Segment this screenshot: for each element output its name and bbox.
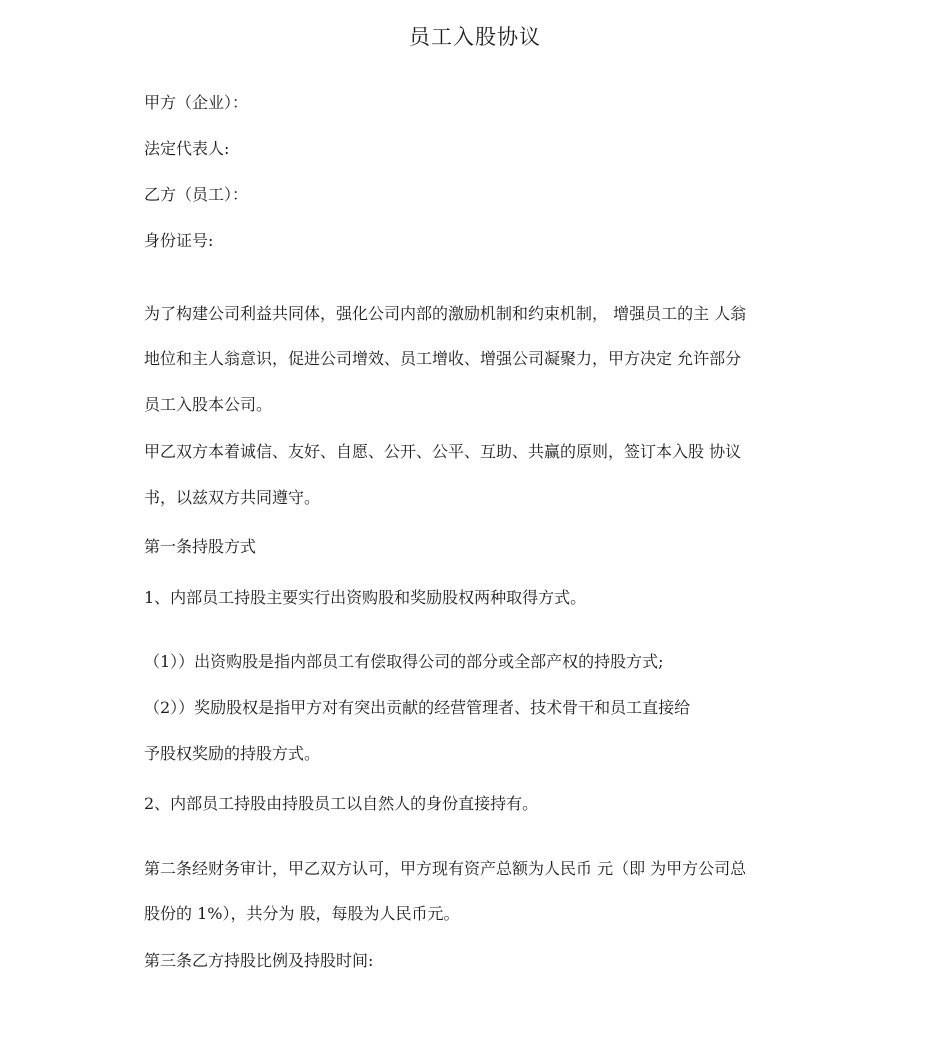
clause-item-line: （1））出资购股是指内部员工有偿取得公司的部分或全部产权的持股方式; (144, 652, 664, 671)
paragraph-line: 为了构建公司利益共同体，强化公司内部的激励机制和约束机制， 增强员工的主 人翁 (144, 304, 747, 323)
paragraph-line: 书，以兹双方共同遵守。 (144, 488, 321, 507)
clause-item-line: （2））奖励股权是指甲方对有突出贡献的经营管理者、技术骨干和员工直接给 (144, 698, 691, 717)
article-heading: 第三条乙方持股比例及持股时间: (144, 951, 374, 970)
party-a-line: 甲方（企业）： (144, 93, 249, 112)
article-line: 第二条经财务审计，甲乙双方认可，甲方现有资产总额为人民币 元（即 为甲方公司总 (144, 859, 747, 878)
clause-line: 1、内部员工持股主要实行出资购股和奖励股权两种取得方式。 (144, 588, 587, 607)
paragraph-line: 员工入股本公司。 (144, 395, 273, 414)
article-heading: 第一条持股方式 (144, 537, 257, 556)
party-b-line: 乙方（员工）： (144, 185, 249, 204)
legal-representative-line: 法定代表人: (144, 139, 230, 158)
article-line: 股份的 1%），共分为 股，每股为人民币元。 (144, 904, 460, 923)
clause-line: 2、内部员工持股由持股员工以自然人的身份直接持有。 (144, 794, 539, 813)
paragraph-line: 地位和主人翁意识，促进公司增效、员工增收、增强公司凝聚力，甲方决定 允许部分 (144, 349, 742, 368)
document-title: 员工入股协议 (409, 25, 541, 49)
id-number-line: 身份证号: (144, 231, 214, 250)
paragraph-line: 甲乙双方本着诚信、友好、自愿、公开、公平、互助、共赢的原则，签订本入股 协议 (144, 442, 742, 461)
clause-item-line: 予股权奖励的持股方式。 (144, 744, 321, 763)
